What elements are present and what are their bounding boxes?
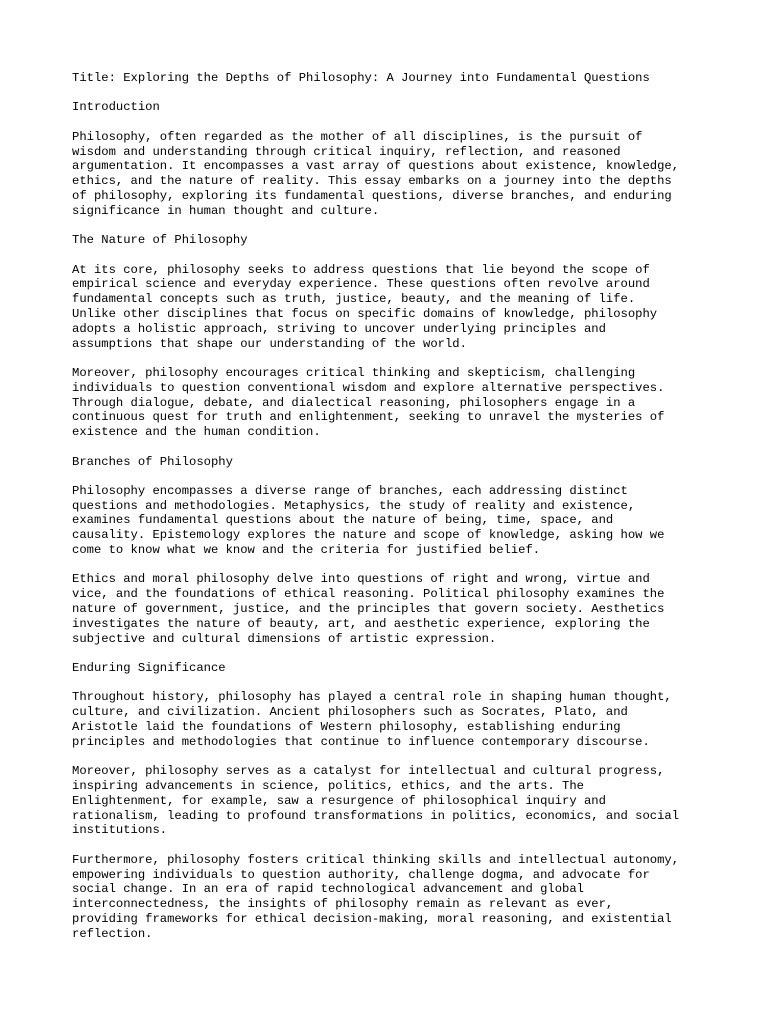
paragraph-enduring-2 — [72, 764, 712, 838]
paragraph-line: empowering individuals to question authority, challenge dogma, and advocate for — [72, 867, 650, 882]
paragraph-line: wisdom and understanding through critical inquiry, reflection, and reasoned — [72, 144, 621, 159]
paragraph-line: nature of government, justice, and the principles that govern society. Aesthetics — [72, 602, 665, 617]
paragraph-line: Philosophy encompasses a diverse range of branches, each addressing distinct — [72, 483, 628, 498]
heading-text: The Nature of Philosophy — [72, 233, 248, 248]
paragraph-line: investigates the nature of beauty, art, and aesthetic experience, exploring the — [72, 616, 650, 631]
paragraph-line: culture, and civilization. Ancient philosophers such as Socrates, Plato, and — [72, 705, 628, 720]
paragraph-intro-1 — [72, 130, 712, 219]
paragraph-line: argumentation. It encompasses a vast array of questions about existence, knowledge, — [72, 159, 680, 174]
heading-enduring-significance — [72, 661, 712, 676]
paragraph-line: vice, and the foundations of ethical reasoning. Political philosophy examines the — [72, 587, 665, 602]
paragraph-line: significance in human thought and culture. — [72, 203, 380, 218]
paragraph-line: interconnectedness, the insights of philosophy remain as relevant as ever, — [72, 897, 614, 912]
paragraph-enduring-3 — [72, 853, 712, 942]
paragraph-line: adopts a holistic approach, striving to uncover underlying principles and — [72, 321, 606, 336]
paragraph-line: Aristotle laid the foundations of Western philosophy, establishing enduring — [72, 720, 621, 735]
paragraph-line: examines fundamental questions about the nature of being, time, space, and — [72, 513, 614, 528]
paragraph-line: Ethics and moral philosophy delve into questions of right and wrong, virtue and — [72, 572, 650, 587]
paragraph-line: Philosophy, often regarded as the mother of all disciplines, is the pursuit of — [72, 129, 643, 144]
heading-introduction — [72, 100, 712, 115]
paragraph-nature-1 — [72, 263, 712, 352]
paragraph-line: inspiring advancements in science, politics, ethics, and the arts. The — [72, 779, 584, 794]
paragraph-line: rationalism, leading to profound transformations in politics, economics, and social — [72, 808, 680, 823]
paragraph-line: fundamental concepts such as truth, justice, beauty, and the meaning of life. — [72, 292, 636, 307]
document-page — [72, 71, 712, 956]
paragraph-line: empirical science and everyday experience. These questions often revolve around — [72, 277, 650, 292]
paragraph-line: causality. Epistemology explores the nature and scope of knowledge, asking how we — [72, 528, 665, 543]
paragraph-line: social change. In an era of rapid technological advancement and global — [72, 882, 584, 897]
paragraph-enduring-1 — [72, 690, 712, 749]
paragraph-line: principles and methodologies that continue to influence contemporary discourse. — [72, 734, 650, 749]
paragraph-line: come to know what we know and the criteria for justified belief. — [72, 543, 541, 558]
paragraph-line: Unlike other disciplines that focus on specific domains of knowledge, philosophy — [72, 306, 658, 321]
paragraph-line: of philosophy, exploring its fundamental questions, diverse branches, and enduring — [72, 188, 672, 203]
paragraph-line: institutions. — [72, 823, 168, 838]
heading-text: Introduction — [72, 100, 160, 115]
paragraph-line: At its core, philosophy seeks to address questions that lie beyond the scope of — [72, 262, 650, 277]
paragraph-line: Throughout history, philosophy has played a central role in shaping human thought, — [72, 690, 672, 705]
paragraph-line: Moreover, philosophy encourages critical thinking and skepticism, challenging — [72, 365, 636, 380]
paragraph-line: individuals to question conventional wisdom and explore alternative perspectives. — [72, 380, 665, 395]
heading-nature-of-philosophy — [72, 233, 712, 248]
document-title — [72, 71, 712, 86]
paragraph-line: Enlightenment, for example, saw a resurgence of philosophical inquiry and — [72, 793, 606, 808]
paragraph-line: assumptions that shape our understanding of the world. — [72, 336, 467, 351]
paragraph-nature-2 — [72, 366, 712, 440]
heading-branches-of-philosophy — [72, 455, 712, 470]
paragraph-line: continuous quest for truth and enlightenment, seeking to unravel the mysteries of — [72, 410, 665, 425]
paragraph-branches-2 — [72, 572, 712, 646]
paragraph-line: existence and the human condition. — [72, 425, 321, 440]
paragraph-line: questions and methodologies. Metaphysics, the study of reality and existence, — [72, 498, 636, 513]
paragraph-line: reflection. — [72, 926, 153, 941]
paragraph-line: Furthermore, philosophy fosters critical thinking skills and intellectual autonomy, — [72, 852, 680, 867]
heading-text: Branches of Philosophy — [72, 454, 233, 469]
paragraph-line: providing frameworks for ethical decision-making, moral reasoning, and existential — [72, 911, 672, 926]
paragraph-line: Through dialogue, debate, and dialectical reasoning, philosophers engage in a — [72, 395, 636, 410]
paragraph-line: ethics, and the nature of reality. This essay embarks on a journey into the depths — [72, 174, 672, 189]
title-line: Title: Exploring the Depths of Philosophy: A Journey into Fundamental Questions — [72, 71, 650, 85]
paragraph-line: subjective and cultural dimensions of artistic expression. — [72, 631, 497, 646]
heading-text: Enduring Significance — [72, 661, 226, 676]
paragraph-branches-1 — [72, 484, 712, 558]
paragraph-line: Moreover, philosophy serves as a catalyst for intellectual and cultural progress, — [72, 764, 665, 779]
